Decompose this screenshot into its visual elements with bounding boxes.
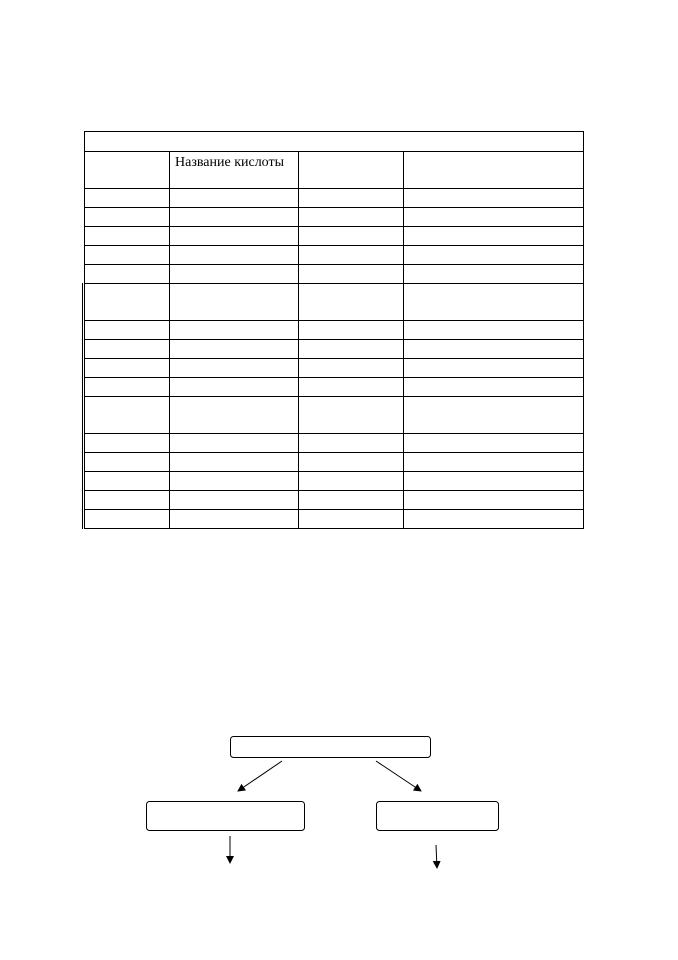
diagram-left-box <box>147 802 305 831</box>
arrow-root-to-left <box>238 761 282 791</box>
arrow-right-down <box>436 845 437 868</box>
diagram-root-box <box>231 737 431 758</box>
diagram-right-box <box>377 802 499 831</box>
arrow-root-to-right <box>376 761 421 791</box>
header-cell-acid-name: Название кислоты <box>175 155 285 170</box>
